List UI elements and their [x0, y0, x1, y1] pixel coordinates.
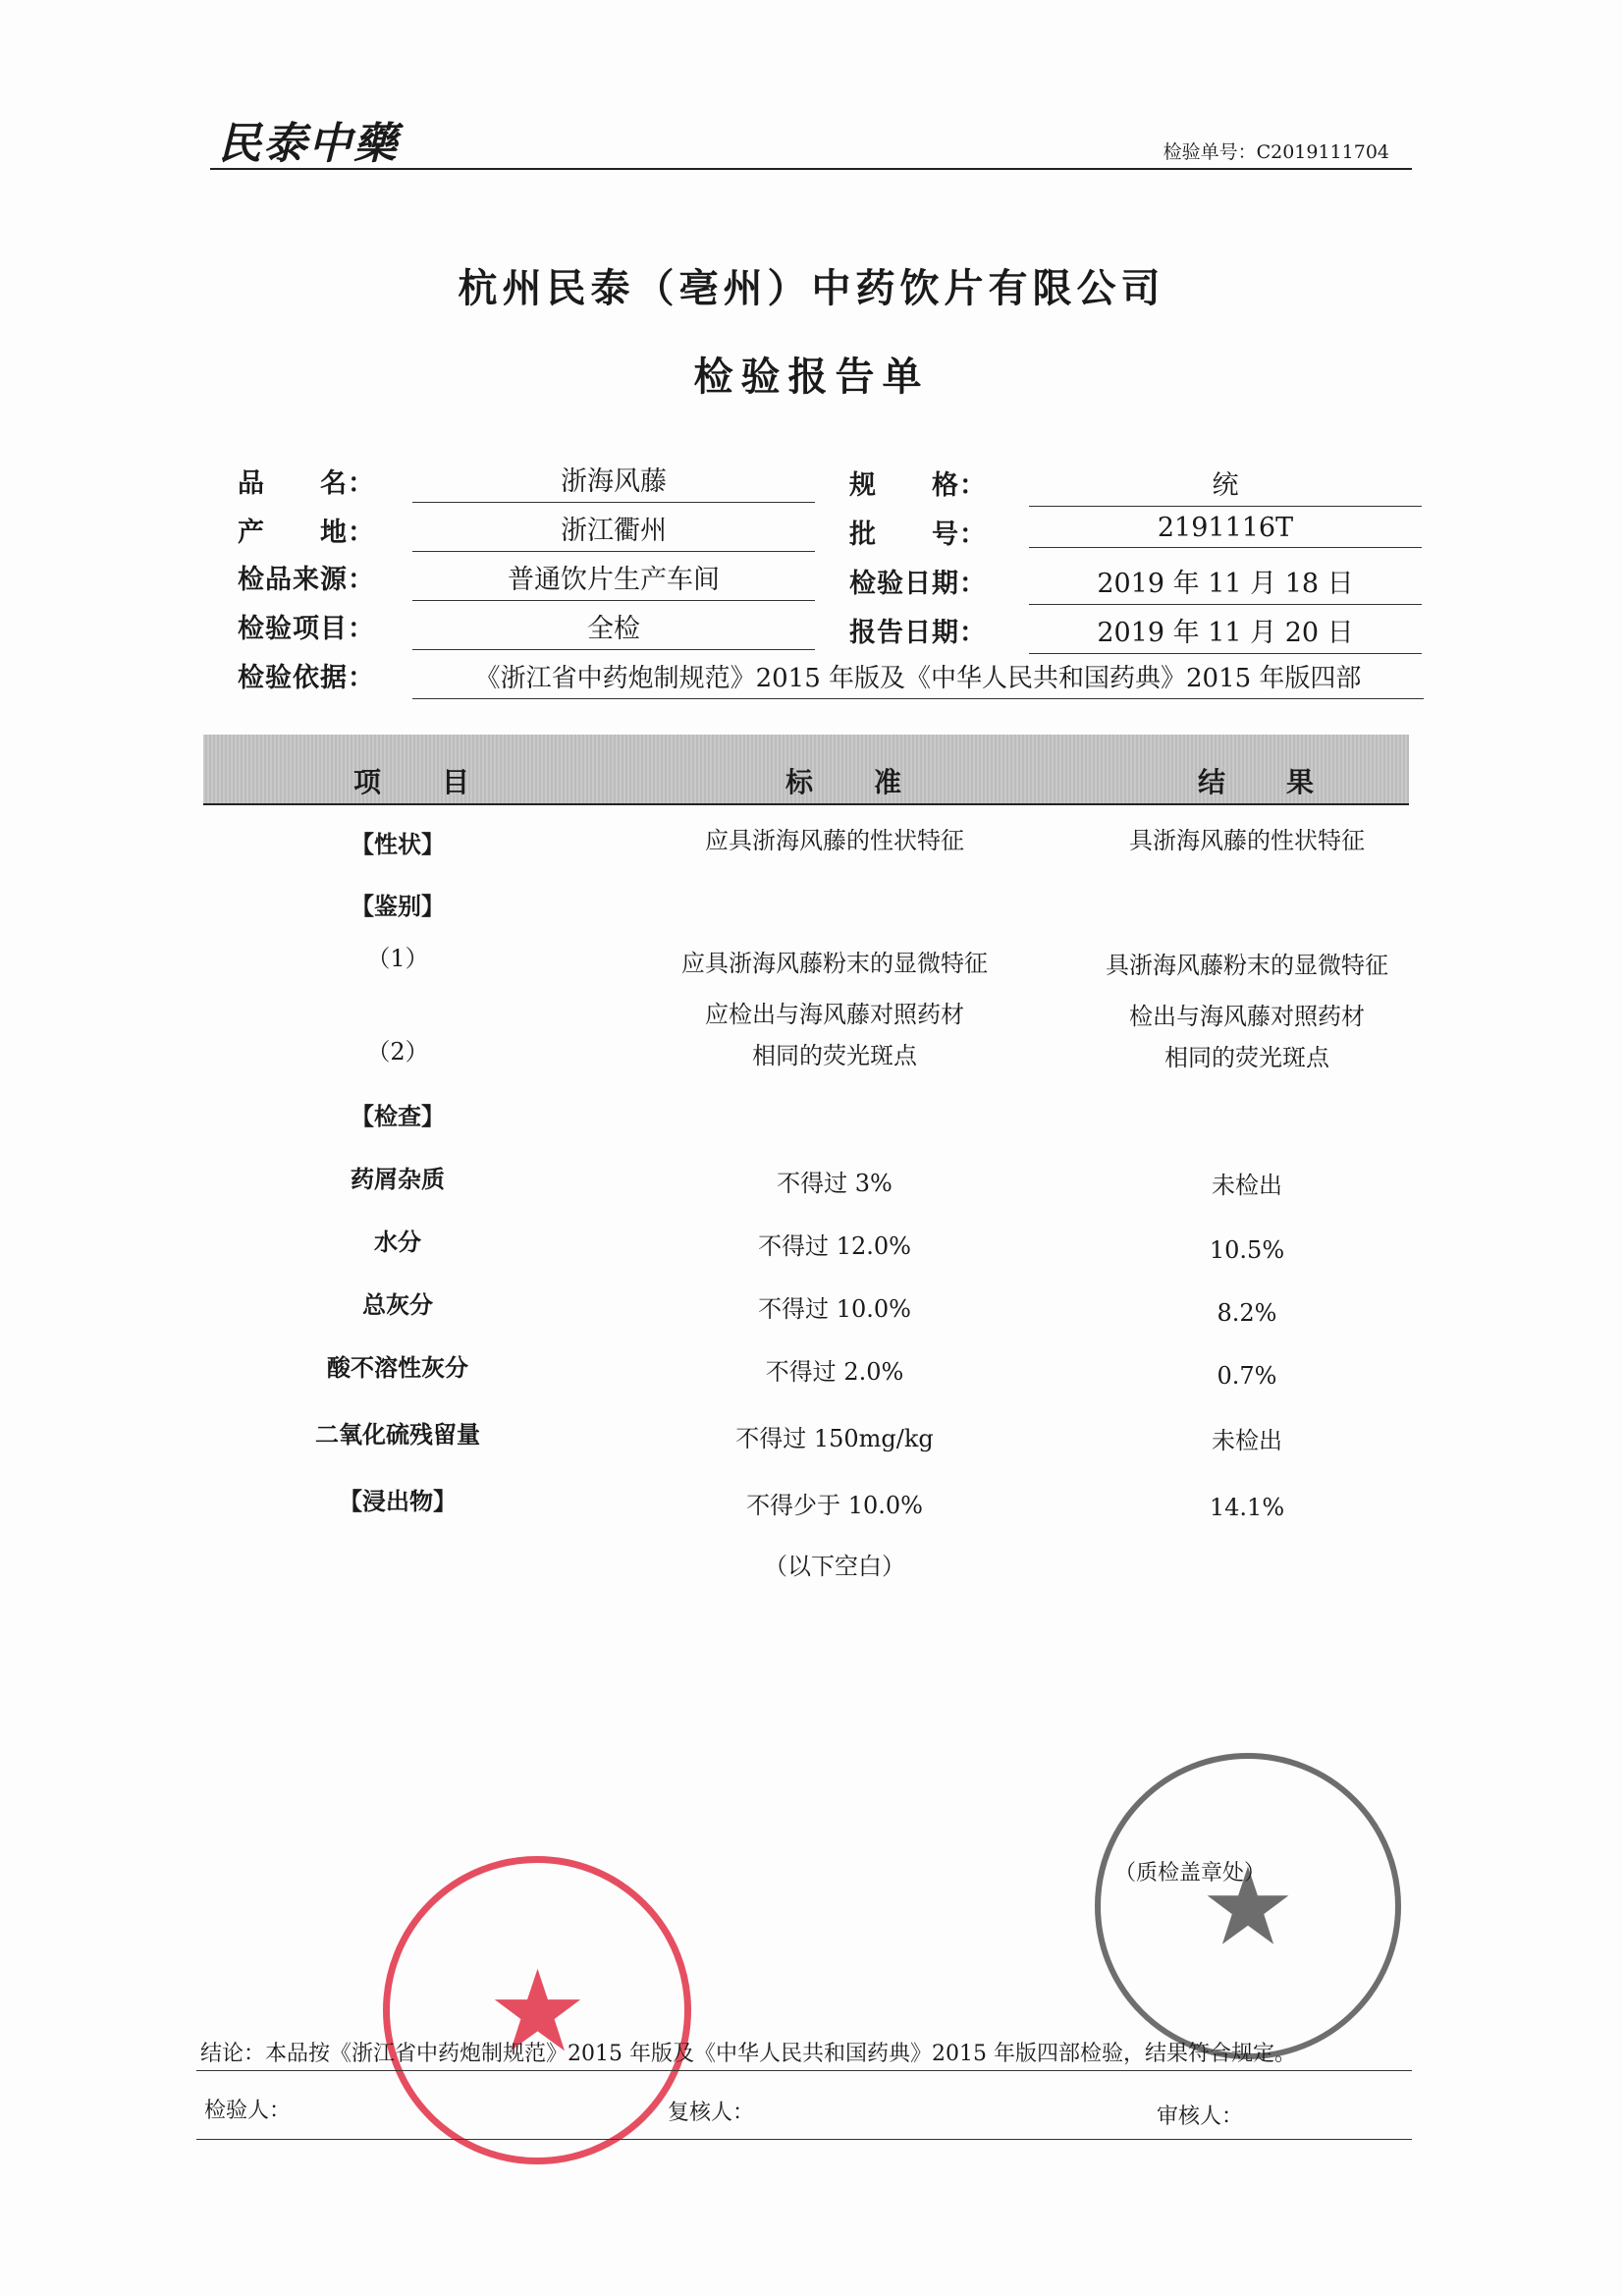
table-row-item: 【浸出物】 [339, 1487, 457, 1515]
table-row-result: 14.1% [1209, 1494, 1285, 1521]
table-row-standard: 应具浙海风藤的性状特征 [705, 827, 964, 854]
inspect-date-value: 2019 年 11 月 18 日 [1029, 562, 1422, 605]
company-name: 杭州民泰（亳州）中药饮片有限公司 [458, 265, 1165, 311]
batch-label: 批 号： [849, 519, 987, 550]
source-label: 检品来源： [238, 565, 375, 595]
table-row-standard: 应具浙海风藤粉末的显微特征 [681, 950, 988, 977]
table-row-item: 二氧化硫残留量 [315, 1420, 480, 1449]
table-row-item: 【鉴别】 [351, 892, 445, 920]
product-label: 品 名： [238, 468, 375, 499]
table-row-standard: 不得过 10.0% [758, 1295, 911, 1323]
table-row-item: 总灰分 [362, 1290, 433, 1319]
footer-divider [196, 2139, 1412, 2140]
table-row-result: 8.2% [1217, 1299, 1277, 1327]
table-row-result: 未检出 [1212, 1427, 1282, 1454]
table-row-item: 【检查】 [351, 1102, 445, 1130]
table-row-item: （1） [366, 945, 429, 972]
inspector-label: 检验人： [204, 2099, 292, 2123]
table-row-item: 药屑杂质 [351, 1165, 445, 1193]
source-value: 普通饮片生产车间 [412, 558, 815, 601]
report-date-value: 2019 年 11 月 20 日 [1029, 611, 1422, 654]
table-row-item: 【性状】 [351, 830, 445, 858]
header-divider [210, 168, 1412, 170]
table-row-result: 未检出 [1212, 1172, 1282, 1199]
col-header-result: 结 果 [1198, 766, 1317, 798]
table-row-standard: 不得过 12.0% [758, 1232, 911, 1260]
table-row-result: 检出与海风藤对照药材 [1129, 1003, 1365, 1030]
table-row-item: 酸不溶性灰分 [327, 1353, 468, 1382]
spec-value: 统 [1029, 464, 1422, 507]
basis-value: 《浙江省中药炮制规范》2015 年版及《中华人民共和国药典》2015 年版四部 [412, 658, 1424, 699]
table-row-result: 0.7% [1217, 1362, 1277, 1390]
table-row-standard: 应检出与海风藤对照药材 [705, 1001, 964, 1028]
table-row-result: 10.5% [1209, 1236, 1285, 1264]
table-row-standard: 不得过 2.0% [765, 1358, 904, 1386]
table-row-standard: 不得少于 10.0% [746, 1492, 923, 1519]
item-label: 检验项目： [238, 614, 375, 644]
blank-below-note: （以下空白） [764, 1553, 905, 1580]
inspect-date-label: 检验日期： [849, 569, 987, 599]
approver-label: 审核人： [1157, 2105, 1244, 2129]
company-logo: 民泰中藥 [218, 119, 399, 169]
product-value: 浙海风藤 [412, 460, 815, 503]
table-row-standard: 不得过 150mg/kg [735, 1425, 934, 1452]
table-row-result: 具浙海风藤粉末的显微特征 [1106, 952, 1388, 979]
table-row-standard: 不得过 3% [777, 1170, 893, 1197]
qc-stamp-note: （质检盖章处） [1114, 1861, 1267, 1886]
basis-label: 检验依据： [238, 663, 375, 693]
origin-label: 产 地： [238, 518, 375, 548]
col-header-standard: 标 准 [785, 766, 904, 798]
reviewer-label: 复核人： [668, 2101, 755, 2125]
table-row-standard: 相同的荧光斑点 [752, 1042, 917, 1069]
table-row-item: （2） [366, 1038, 429, 1066]
quality-stamp-red [383, 1856, 691, 2164]
table-row-result: 相同的荧光斑点 [1164, 1044, 1329, 1071]
spec-label: 规 格： [849, 470, 987, 501]
report-date-label: 报告日期： [849, 618, 987, 648]
col-header-item: 项 目 [353, 766, 472, 798]
report-number: 检验单号：C2019111704 [1163, 141, 1389, 163]
table-row-result: 具浙海风藤的性状特征 [1129, 827, 1365, 854]
origin-value: 浙江衢州 [412, 509, 815, 552]
inspection-stamp-gray [1095, 1753, 1401, 2059]
conclusion-divider [196, 2070, 1412, 2071]
item-value: 全检 [412, 607, 815, 650]
document-title: 检验报告单 [693, 354, 930, 400]
batch-value: 2191116T [1029, 513, 1422, 548]
table-row-item: 水分 [374, 1228, 421, 1256]
conclusion-text: 结论：本品按《浙江省中药炮制规范》2015 年版及《中华人民共和国药典》2015 年版四部检验，结果符合规定。 [200, 2042, 1296, 2066]
